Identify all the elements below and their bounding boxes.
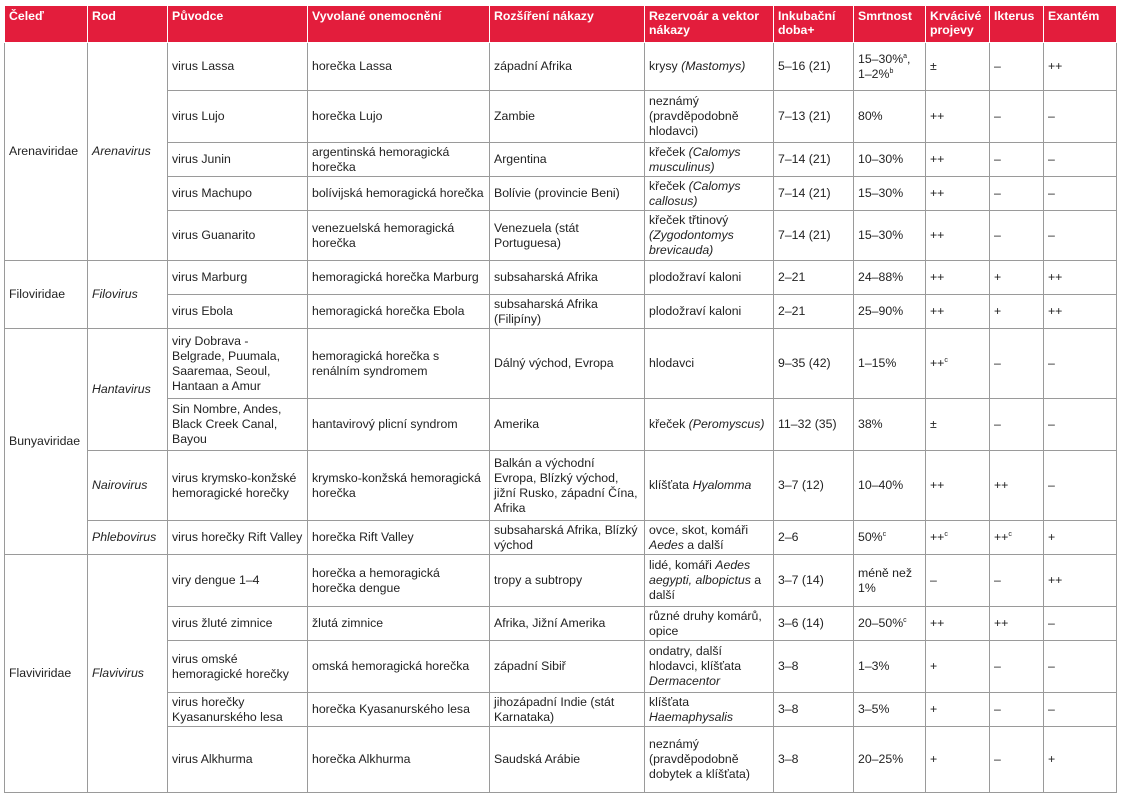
reservoir-italic: Aedes: [649, 537, 684, 552]
cell-incubation: 7–14 (21): [774, 143, 854, 177]
mortality-value: 20–50%: [858, 616, 904, 630]
genus-flavivirus: Flavivirus: [88, 555, 168, 793]
icterus-value: ++: [994, 478, 1009, 492]
reservoir-text: neznámý (pravděpodobně dobytek a klíšťata): [649, 737, 750, 781]
reservoir-italic: Hyalomma: [692, 478, 752, 492]
mortality-value: 1–15%: [858, 356, 897, 370]
family-flaviviridae: Flaviviridae: [5, 555, 88, 793]
genus-hantavirus: Hantavirus: [88, 329, 168, 451]
cell-reservoir: [645, 555, 774, 607]
reservoir-text: hlodavci: [649, 356, 695, 370]
cell-mortality: [854, 451, 926, 521]
reservoir-text: ovce, skot, komáři: [649, 522, 749, 537]
cell-reservoir: [645, 211, 774, 261]
cell-incubation: 2–21: [774, 295, 854, 329]
bleeding-value: ++: [930, 228, 945, 242]
cell-icterus: [990, 451, 1044, 521]
cell-spread: západní Sibiř: [490, 641, 645, 693]
cell-bleeding: [926, 727, 990, 793]
mortality-value: 25–90%: [858, 304, 904, 318]
cell-spread: Venezuela (stát Portuguesa): [490, 211, 645, 261]
reservoir-text: různé druhy komárů, opice: [649, 608, 762, 638]
cell-mortality: [854, 641, 926, 693]
mortality-value: 80%: [858, 109, 883, 123]
cell-disease: argentinská hemoragická horečka: [308, 143, 490, 177]
cell-bleeding: [926, 261, 990, 295]
cell-spread: západní Afrika: [490, 43, 645, 91]
header-reservoir: Rezervoár a vektor nákazy: [645, 6, 774, 43]
icterus-value: –: [994, 702, 1001, 716]
cell-mortality: [854, 211, 926, 261]
header-agent: Původce: [168, 6, 308, 43]
reservoir-italic: (Peromyscus): [688, 417, 765, 431]
cell-spread: Dálný východ, Evropa: [490, 329, 645, 399]
bleeding-value: ++: [930, 616, 945, 630]
cell-spread: Zambie: [490, 91, 645, 143]
cell-disease: horečka Alkhurma: [308, 727, 490, 793]
cell-disease: hantavirový plicní syndrom: [308, 399, 490, 451]
cell-icterus: [990, 727, 1044, 793]
cell-mortality: [854, 399, 926, 451]
bleeding-value: ±: [930, 59, 937, 73]
cell-spread: Balkán a východní Evropa, Blízký východ, jižní Rusko, západní Čína, Afrika: [490, 451, 645, 521]
mortality-value: 15–30%: [858, 228, 904, 242]
mortality-value: 3–5%: [858, 702, 890, 716]
cell-exanthem: –: [1044, 693, 1117, 727]
cell-disease: venezuelská hemoragická horečka: [308, 211, 490, 261]
cell-mortality: [854, 295, 926, 329]
header-bleeding: Krvácivé projevy: [926, 6, 990, 43]
bleeding-value: ++: [930, 530, 945, 544]
reservoir-text: klíšťata: [649, 694, 690, 709]
icterus-value: –: [994, 59, 1001, 73]
icterus-value: –: [994, 356, 1001, 370]
cell-spread: Bolívie (provincie Beni): [490, 177, 645, 211]
cell-reservoir: [645, 399, 774, 451]
family-filoviridae: Filoviridae: [5, 261, 88, 329]
bleeding-value: –: [930, 573, 937, 587]
table-wrapper: [4, 5, 1117, 793]
genus-phlebovirus: Phlebovirus: [88, 521, 168, 555]
cell-icterus: [990, 143, 1044, 177]
cell-disease: hemoragická horečka Marburg: [308, 261, 490, 295]
cell-exanthem: +: [1044, 727, 1117, 793]
cell-agent: virus Lassa: [168, 43, 308, 91]
mortality-value: méně než 1%: [858, 565, 913, 595]
cell-disease: horečka Lassa: [308, 43, 490, 91]
cell-incubation: 9–35 (42): [774, 329, 854, 399]
reservoir-text: ondatry, další hlodavci, klíšťata: [649, 644, 742, 673]
header-exanthem: Exantém: [1044, 6, 1117, 43]
mortality-value: 15–30%: [858, 186, 904, 200]
cell-mortality: [854, 693, 926, 727]
mortality-value-2: , 1–2%: [858, 51, 911, 81]
cell-icterus: [990, 177, 1044, 211]
cell-incubation: 7–13 (21): [774, 91, 854, 143]
mortality-footnote-2: b: [889, 67, 894, 75]
cell-agent: Sin Nombre, Andes, Black Creek Canal, Bayou: [168, 399, 308, 451]
table-row: [5, 727, 1117, 793]
genus-nairovirus: Nairovirus: [88, 451, 168, 521]
cell-bleeding: [926, 641, 990, 693]
cell-agent: virus Lujo: [168, 91, 308, 143]
cell-exanthem: –: [1044, 211, 1117, 261]
cell-agent: virus Guanarito: [168, 211, 308, 261]
cell-spread: Argentina: [490, 143, 645, 177]
cell-reservoir: [645, 143, 774, 177]
bleeding-footnote: c: [944, 356, 948, 364]
mortality-value: 10–40%: [858, 478, 904, 492]
cell-reservoir: [645, 727, 774, 793]
icterus-value: –: [994, 573, 1001, 587]
reservoir-italic: (Mastomys): [681, 59, 746, 73]
icterus-value: –: [994, 152, 1001, 166]
reservoir-text: křeček: [649, 144, 689, 159]
cell-incubation: 3–8: [774, 693, 854, 727]
cell-exanthem: +: [1044, 521, 1117, 555]
cell-icterus: [990, 399, 1044, 451]
bleeding-value: +: [930, 659, 938, 673]
cell-spread: Afrika, Jižní Amerika: [490, 607, 645, 641]
genus-filovirus: Filovirus: [88, 261, 168, 329]
reservoir-text: krysy: [649, 59, 682, 73]
cell-reservoir: [645, 693, 774, 727]
icterus-value: ++: [994, 616, 1009, 630]
mortality-value: 24–88%: [858, 270, 904, 284]
cell-disease: hemoragická horečka s renálním syndromem: [308, 329, 490, 399]
reservoir-italic: Haemaphysalis: [649, 709, 734, 724]
header-mortality: Smrtnost: [854, 6, 926, 43]
table-row: [5, 641, 1117, 693]
reservoir-text: plodožraví kaloni: [649, 304, 742, 318]
cell-spread: subsaharská Afrika (Filipíny): [490, 295, 645, 329]
reservoir-italic: (Calomys callosus): [649, 178, 741, 208]
cell-disease: horečka Lujo: [308, 91, 490, 143]
header-family: Čeleď: [5, 6, 88, 43]
mortality-value: 38%: [858, 417, 883, 431]
header-disease: Vyvolané onemocnění: [308, 6, 490, 43]
cell-bleeding: [926, 295, 990, 329]
cell-agent: virus omské hemoragické horečky: [168, 641, 308, 693]
cell-icterus: [990, 295, 1044, 329]
cell-disease: horečka Rift Valley: [308, 521, 490, 555]
cell-bleeding: [926, 91, 990, 143]
cell-incubation: 11–32 (35): [774, 399, 854, 451]
table-row: [5, 177, 1117, 211]
mortality-value: 1–3%: [858, 659, 890, 673]
cell-incubation: 3–7 (12): [774, 451, 854, 521]
cell-exanthem: –: [1044, 329, 1117, 399]
cell-exanthem: –: [1044, 177, 1117, 211]
genus-arenavirus: Arenavirus: [88, 43, 168, 261]
cell-icterus: [990, 329, 1044, 399]
reservoir-text: plodožraví kaloni: [649, 270, 742, 284]
cell-reservoir: [645, 295, 774, 329]
family-bunyaviridae: Bunyaviridae: [5, 329, 88, 555]
cell-exanthem: ++: [1044, 261, 1117, 295]
header-spread: Rozšíření nákazy: [490, 6, 645, 43]
bleeding-value: ±: [930, 417, 937, 431]
reservoir-italic: (Zygodontomys brevicauda): [649, 228, 734, 257]
cell-icterus: [990, 521, 1044, 555]
cell-bleeding: [926, 211, 990, 261]
cell-exanthem: –: [1044, 641, 1117, 693]
cell-agent: viry dengue 1–4: [168, 555, 308, 607]
cell-spread: subsaharská Afrika: [490, 261, 645, 295]
reservoir-italic: Dermacentor: [649, 674, 721, 688]
table-row: [5, 261, 1117, 295]
cell-mortality: [854, 521, 926, 555]
reservoir-text: křeček: [649, 178, 689, 193]
cell-mortality: [854, 607, 926, 641]
cell-disease: hemoragická horečka Ebola: [308, 295, 490, 329]
cell-disease: horečka Kyasanurského lesa: [308, 693, 490, 727]
table-row: [5, 693, 1117, 727]
mortality-footnote: c: [903, 616, 907, 624]
reservoir-italic: (Calomys musculinus): [649, 144, 741, 174]
cell-mortality: [854, 177, 926, 211]
table-row: [5, 211, 1117, 261]
cell-exanthem: ++: [1044, 555, 1117, 607]
icterus-value: +: [994, 304, 1002, 318]
cell-agent: virus Alkhurma: [168, 727, 308, 793]
cell-bleeding: [926, 143, 990, 177]
reservoir-text-after: a další: [649, 573, 762, 602]
cell-bleeding: [926, 521, 990, 555]
cell-incubation: 3–8: [774, 727, 854, 793]
hemorrhagic-fever-table: [4, 5, 1117, 793]
bleeding-value: ++: [930, 152, 945, 166]
icterus-value: –: [994, 186, 1001, 200]
cell-reservoir: [645, 43, 774, 91]
cell-reservoir: [645, 521, 774, 555]
cell-agent: virus Ebola: [168, 295, 308, 329]
cell-disease: bolívijská hemoragická horečka: [308, 177, 490, 211]
reservoir-text: křeček: [649, 417, 689, 431]
mortality-value: 15–30%: [858, 51, 904, 66]
cell-incubation: 3–6 (14): [774, 607, 854, 641]
cell-disease: žlutá zimnice: [308, 607, 490, 641]
cell-mortality: [854, 261, 926, 295]
table-row: [5, 607, 1117, 641]
cell-agent: virus Marburg: [168, 261, 308, 295]
bleeding-value: ++: [930, 356, 945, 370]
cell-incubation: 3–7 (14): [774, 555, 854, 607]
cell-disease: krymsko-konžská hemoragická horečka: [308, 451, 490, 521]
cell-bleeding: [926, 607, 990, 641]
icterus-value: ++: [994, 530, 1009, 544]
cell-icterus: [990, 91, 1044, 143]
cell-spread: subsaharská Afrika, Blízký východ: [490, 521, 645, 555]
cell-exanthem: ++: [1044, 43, 1117, 91]
cell-agent: viry Dobrava - Belgrade, Puumala, Saaremaa, Seoul, Hantaan a Amur: [168, 329, 308, 399]
icterus-value: +: [994, 270, 1002, 284]
cell-agent: virus žluté zimnice: [168, 607, 308, 641]
cell-incubation: 7–14 (21): [774, 211, 854, 261]
cell-bleeding: [926, 451, 990, 521]
cell-incubation: 2–6: [774, 521, 854, 555]
mortality-value: 20–25%: [858, 752, 904, 766]
cell-reservoir: [645, 91, 774, 143]
cell-reservoir: [645, 261, 774, 295]
reservoir-text: lidé, komáři: [649, 558, 716, 572]
cell-agent: virus krymsko-konžské hemoragické horečky: [168, 451, 308, 521]
table-row: [5, 555, 1117, 607]
cell-spread: tropy a subtropy: [490, 555, 645, 607]
cell-bleeding: [926, 329, 990, 399]
cell-icterus: [990, 261, 1044, 295]
cell-exanthem: –: [1044, 399, 1117, 451]
header-incubation: Inkubační doba+: [774, 6, 854, 43]
cell-reservoir: [645, 641, 774, 693]
header-row: [5, 6, 1117, 43]
bleeding-value: ++: [930, 478, 945, 492]
icterus-value: –: [994, 752, 1001, 766]
mortality-footnote: a: [903, 52, 908, 60]
cell-exanthem: –: [1044, 143, 1117, 177]
cell-icterus: [990, 211, 1044, 261]
icterus-value: –: [994, 417, 1001, 431]
cell-agent: virus Machupo: [168, 177, 308, 211]
cell-bleeding: [926, 177, 990, 211]
cell-spread: Saudská Arábie: [490, 727, 645, 793]
icterus-value: –: [994, 659, 1001, 673]
cell-bleeding: [926, 555, 990, 607]
cell-icterus: [990, 555, 1044, 607]
cell-spread: jihozápadní Indie (stát Karnataka): [490, 693, 645, 727]
cell-reservoir: [645, 177, 774, 211]
cell-reservoir: [645, 451, 774, 521]
family-arenaviridae: Arenaviridae: [5, 43, 88, 261]
cell-disease: horečka a hemoragická horečka dengue: [308, 555, 490, 607]
cell-agent: virus Junin: [168, 143, 308, 177]
cell-icterus: [990, 693, 1044, 727]
icterus-footnote: c: [1008, 530, 1012, 538]
bleeding-value: +: [930, 752, 938, 766]
cell-icterus: [990, 43, 1044, 91]
cell-mortality: [854, 727, 926, 793]
cell-exanthem: –: [1044, 607, 1117, 641]
cell-incubation: 5–16 (21): [774, 43, 854, 91]
cell-reservoir: [645, 607, 774, 641]
cell-agent: virus horečky Kyasanurského lesa: [168, 693, 308, 727]
cell-mortality: [854, 43, 926, 91]
table-row: [5, 521, 1117, 555]
cell-exanthem: –: [1044, 451, 1117, 521]
cell-bleeding: [926, 43, 990, 91]
cell-exanthem: –: [1044, 91, 1117, 143]
cell-reservoir: [645, 329, 774, 399]
header-genus: Rod: [88, 6, 168, 43]
cell-mortality: [854, 555, 926, 607]
reservoir-text-after: a další: [683, 537, 724, 552]
reservoir-text: klíšťata: [649, 478, 693, 492]
cell-icterus: [990, 607, 1044, 641]
bleeding-value: ++: [930, 270, 945, 284]
bleeding-value: ++: [930, 304, 945, 318]
table-row: [5, 399, 1117, 451]
table-row: [5, 91, 1117, 143]
cell-bleeding: [926, 693, 990, 727]
cell-incubation: 7–14 (21): [774, 177, 854, 211]
cell-bleeding: [926, 399, 990, 451]
bleeding-value: ++: [930, 109, 945, 123]
cell-disease: omská hemoragická horečka: [308, 641, 490, 693]
bleeding-value: +: [930, 702, 938, 716]
cell-exanthem: ++: [1044, 295, 1117, 329]
table-row: [5, 329, 1117, 399]
reservoir-italic: Aedes aegypti, albopictus: [649, 558, 751, 587]
mortality-footnote: c: [882, 530, 887, 538]
icterus-value: –: [994, 109, 1001, 123]
table-row: [5, 295, 1117, 329]
cell-mortality: [854, 329, 926, 399]
reservoir-text: neznámý (pravděpodobně hlodavci): [649, 94, 739, 138]
cell-agent: virus horečky Rift Valley: [168, 521, 308, 555]
mortality-value: 10–30%: [858, 152, 904, 166]
cell-mortality: [854, 143, 926, 177]
table-row: [5, 143, 1117, 177]
bleeding-value: ++: [930, 186, 945, 200]
cell-icterus: [990, 641, 1044, 693]
header-icterus: Ikterus: [990, 6, 1044, 43]
cell-incubation: 2–21: [774, 261, 854, 295]
bleeding-footnote: c: [944, 530, 948, 538]
mortality-value: 50%: [858, 530, 883, 544]
cell-mortality: [854, 91, 926, 143]
cell-spread: Amerika: [490, 399, 645, 451]
table-row: [5, 43, 1117, 91]
table-row: [5, 451, 1117, 521]
cell-incubation: 3–8: [774, 641, 854, 693]
icterus-value: –: [994, 228, 1001, 242]
reservoir-text: křeček třtinový: [649, 213, 729, 227]
